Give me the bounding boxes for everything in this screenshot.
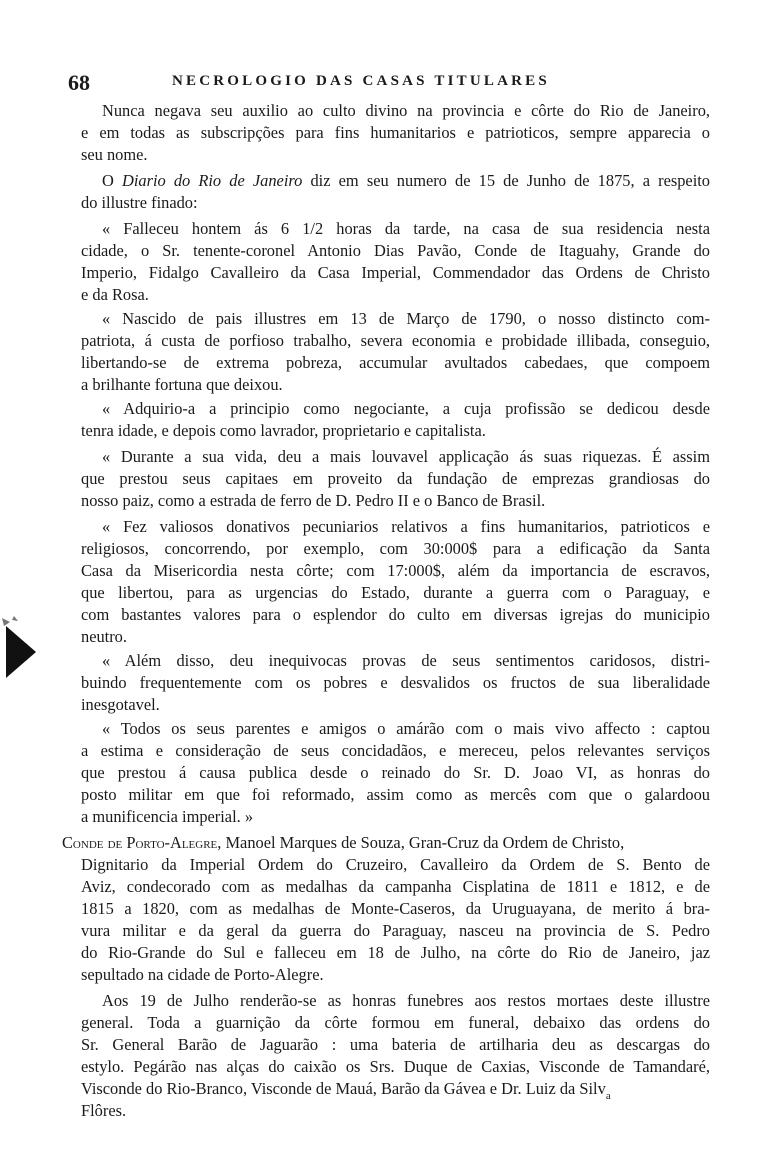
text-line: « Nascido de pais illustres em 13 de Março de 1790, o nosso distincto com- <box>102 309 710 328</box>
text-line: que prestou á causa publica desde o reinado do Sr. D. Joao VI, as honras do <box>81 763 710 782</box>
margin-arrow-icon <box>0 612 42 692</box>
text-line: « Fez valiosos donativos pecuniarios relativos a fins humanitarios, patrioticos e <box>102 517 710 536</box>
text-line: patriota, á custa de porfioso trabalho, severa economia e probidade illibada, conseguio, <box>81 331 710 350</box>
text-line: a munificencia imperial. » <box>81 807 254 826</box>
entry-title: Conde de Porto-Alegre, <box>62 833 222 852</box>
text-fragment: Manoel Marques de Souza, Gran-Cruz da Ordem de Christo, <box>221 833 625 852</box>
text-line: com bastantes valores para o esplendor do culto em diversas igrejas do municipio <box>81 605 710 624</box>
newspaper-title: Diario do Rio de Janeiro <box>121 171 303 190</box>
text-line: 1815 a 1820, com as medalhas de Monte-Caseros, da Uruguayana, de merito á bra- <box>81 899 710 918</box>
text-line: Sr. General Barão de Jaguarão : uma bateria de artilharia deu as descargas do <box>81 1035 710 1054</box>
text-line: sepultado na cidade de Porto-Alegre. <box>81 965 324 984</box>
text-line: Flôres. <box>81 1101 127 1120</box>
text-line: cidade, o Sr. tenente-coronel Antonio Dias Pavão, Conde de Itaguahy, Grande do <box>81 241 710 260</box>
text-line: do illustre finado: <box>81 193 198 212</box>
text-line: Casa da Misericordia nesta côrte; com 17:000$, além da importancia de escravos, <box>81 561 710 580</box>
text-line: Aos 19 de Julho renderão-se as honras funebres aos restos mortaes deste illustre <box>102 991 710 1010</box>
text-line: libertando-se de extrema pobreza, accumular avultados cabedaes, que compoem <box>81 353 710 372</box>
text-line: neutro. <box>81 627 127 646</box>
text-line: e da Rosa. <box>81 285 149 304</box>
text-line: « Falleceu hontem ás 6 1/2 horas da tarde, na casa de sua residencia nesta <box>102 219 710 238</box>
text-line: « Todos os seus parentes e amigos o amárão com o mais vivo affecto : captou <box>102 719 710 738</box>
text-line: religiosos, concorrendo, por exemplo, com 30:000$ para a edificação da Santa <box>81 539 710 558</box>
text-line: tenra idade, e depois como lavrador, proprietario e capitalista. <box>81 421 486 440</box>
entry-heading-line <box>62 832 710 854</box>
text-line: que prestou seus capitaes em proveito da fundação de emprezas grandiosas do <box>81 469 710 488</box>
text-line: Nunca negava seu auxilio ao culto divino na provincia e côrte do Rio de Janeiro, <box>102 101 710 120</box>
text-line: Imperio, Fidalgo Cavalleiro da Casa Imperial, Commendador das Ordens de Christo <box>81 263 710 282</box>
text-line: e em todas as subscripções para fins humanitarios e patrioticos, sempre apparecia o <box>81 123 710 142</box>
text-line: Aviz, condecorado com as medalhas da campanha Cisplatina de 1811 e 1812, e de <box>81 877 710 896</box>
text-line: do Rio-Grande do Sul e falleceu em 18 de Julho, na côrte do Rio de Janeiro, jaz <box>81 943 710 962</box>
text-line <box>102 170 710 192</box>
text-line: « Durante a sua vida, deu a mais louvavel applicação ás suas riquezas. É assim <box>102 447 710 466</box>
page-header <box>0 70 779 96</box>
text-line: inesgotavel. <box>81 695 160 714</box>
text-line: posto militar em que foi reformado, assim como as mercês com que o galardoou <box>81 785 710 804</box>
text-line: buindo frequentemente com os pobres e desvalidos os fructos de sua liberalidade <box>81 673 710 692</box>
text-line: que libertou, para as urgencias do Estado, durante a guerra com o Paraguay, e <box>81 583 710 602</box>
text-line: « Além disso, deu inequivocas provas de seus sentimentos caridosos, distri- <box>102 651 710 670</box>
text-line: a brilhante fortuna que deixou. <box>81 375 283 394</box>
text-line: vura militar e da geral da guerra do Paraguay, nasceu na provincia de S. Pedro <box>81 921 710 940</box>
text-line: nosso paiz, como a estrada de ferro de D. Pedro II e o Banco de Brasil. <box>81 491 546 510</box>
text-line: « Adquirio-a a principio como negociante, a cuja profissão se dedicou desde <box>102 399 710 418</box>
text-fragment: O Diario do Rio de Janeiro diz em seu numero de 15 de Junho de 1875, a respeito <box>102 171 710 190</box>
text-line: general. Toda a guarnição da côrte formou em funeral, debaixo das ordens do <box>81 1013 710 1032</box>
text-line: Dignitario da Imperial Ordem do Cruzeiro, Cavalleiro da Ordem de S. Bento de <box>81 855 710 874</box>
text-line <box>81 1078 710 1107</box>
page-number: 68 <box>68 70 90 95</box>
running-title: NECROLOGIO DAS CASAS TITULARES <box>172 73 550 89</box>
text-line: estylo. Pegárão nas alças do caixão os Srs. Duque de Caxias, Visconde de Tamandaré, <box>81 1057 710 1076</box>
text-line: seu nome. <box>81 145 148 164</box>
text-fragment-subscript: a <box>605 1090 611 1102</box>
text-line: a estima e consideração de seus concidadãos, e mereceu, pelos relevantes serviços <box>81 741 710 760</box>
text-fragment: Visconde do Rio-Branco, Visconde de Mauá, Barão da Gávea e Dr. Luiz da Silv <box>81 1079 606 1098</box>
